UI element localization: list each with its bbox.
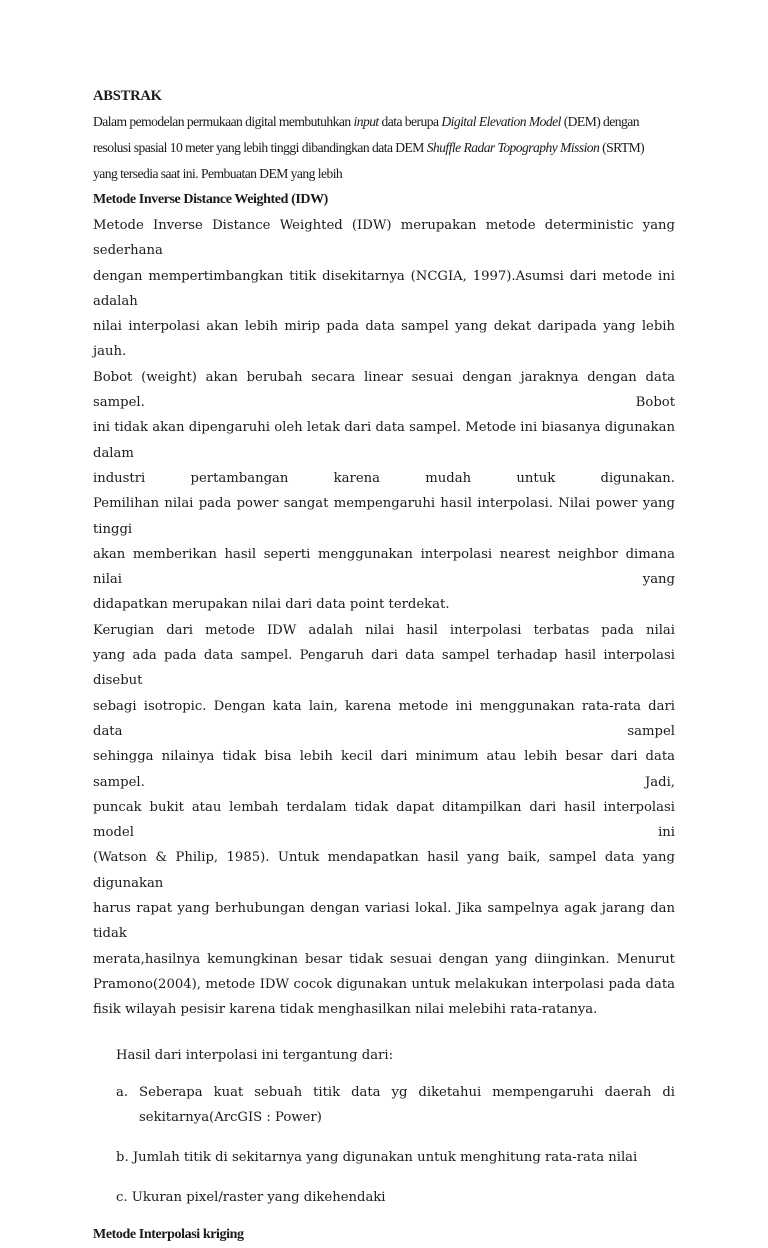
italic-term: Shuffle Radar Topography Mission [426,140,600,155]
text-run: (SRTM) [599,140,645,155]
text-line: Pramono(2004), metode IDW cocok digunakan untuk melakukan interpolasi pada data [93,976,675,992]
italic-term: Digital Elevation Model [441,114,561,129]
text-run: data berupa [378,114,442,129]
text-line: industri pertambangan karena mudah untuk digunakan. [93,470,675,486]
text-line: sehingga nilainya tidak bisa lebih kecil dari minimum atau lebih besar dari data sampel. Jadi, [93,749,675,790]
text-run: (DEM) dengan [560,114,640,129]
list-item-a-line-2: sekitarnya(ArcGIS : Power) [139,1109,322,1125]
text-line: Bobot (weight) akan berubah secara linear sesuai dengan jaraknya dengan data sampel. Bobot [93,369,675,411]
list-item-c: c. Ukuran pixel/raster yang dikehendaki [116,1189,386,1205]
text-line: nilai interpolasi akan lebih mirip pada data sampel yang dekat daripada yang lebih jauh. [93,319,675,360]
kriging-heading: Metode Interpolasi kriging [93,1226,244,1242]
text-line: (Watson & Philip, 1985). Untuk mendapatkan hasil yang baik, sampel data yang digunakan [93,850,675,891]
idw-heading: Metode Inverse Distance Weighted (IDW) [93,192,328,207]
text-line: Kerugian dari metode IDW adalah nilai hasil interpolasi terbatas pada nilai [93,622,675,638]
text-run: resolusi spasial 10 meter yang lebih tinggi dibandingkan data DEM [93,140,427,155]
idw-paragraph-2 [93,618,675,1023]
text-line: merata,hasilnya kemungkinan besar tidak sesuai dengan yang diinginkan. Menurut [93,951,675,967]
abstrak-line-3: yang tersedia saat ini. Pembuatan DEM yang lebih [93,166,343,181]
text-line: ini tidak akan dipengaruhi oleh letak dari data sampel. Metode ini biasanya digunakan dalam [93,420,675,461]
list-item-b: b. Jumlah titik di sekitarnya yang digunakan untuk menghitung rata-rata nilai [116,1149,638,1165]
dependency-intro: Hasil dari interpolasi ini tergantung dari: [116,1047,394,1063]
abstrak-line-1 [93,114,639,129]
text-run: Dalam pemodelan permukaan digital membutuhkan [93,114,354,129]
list-item-a [116,1080,675,1130]
italic-term: input [353,114,379,129]
text-line: yang ada pada data sampel. Pengaruh dari data sampel terhadap hasil interpolasi disebut [93,648,675,689]
text-line: akan memberikan hasil seperti menggunakan interpolasi nearest neighbor dimana nilai yang [93,546,675,588]
abstrak-line-2 [93,140,644,155]
text-line: Pemilihan nilai pada power sangat mempengaruhi hasil interpolasi. Nilai power yang tinggi [93,496,675,537]
text-line: dengan mempertimbangkan titik disekitarnya (NCGIA, 1997).Asumsi dari metode ini adalah [93,268,675,309]
text-line: sebagi isotropic. Dengan kata lain, karena metode ini menggunakan rata-rata dari data sampel [93,698,675,739]
abstrak-paragraph [93,109,675,187]
text-line: puncak bukit atau lembah terdalam tidak dapat ditampilkan dari hasil interpolasi model ini [93,799,675,841]
text-line: harus rapat yang berhubungan dengan variasi lokal. Jika sampelnya agak jarang dan tidak [93,901,675,942]
text-line: Metode Inverse Distance Weighted (IDW) merupakan metode deterministic yang sederhana [93,218,675,259]
dependency-list [116,1080,675,1210]
idw-paragraph-1 [93,213,675,618]
text-line: didapatkan merupakan nilai dari data point terdekat. [93,597,450,613]
list-item-a-line-1: a. Seberapa kuat sebuah titik data yg diketahui mempengaruhi daerah di [116,1084,675,1100]
document-page [93,86,675,1248]
abstrak-heading: ABSTRAK [93,88,162,104]
text-line: fisik wilayah pesisir karena tidak menghasilkan nilai melebihi rata-ratanya. [93,1002,598,1018]
